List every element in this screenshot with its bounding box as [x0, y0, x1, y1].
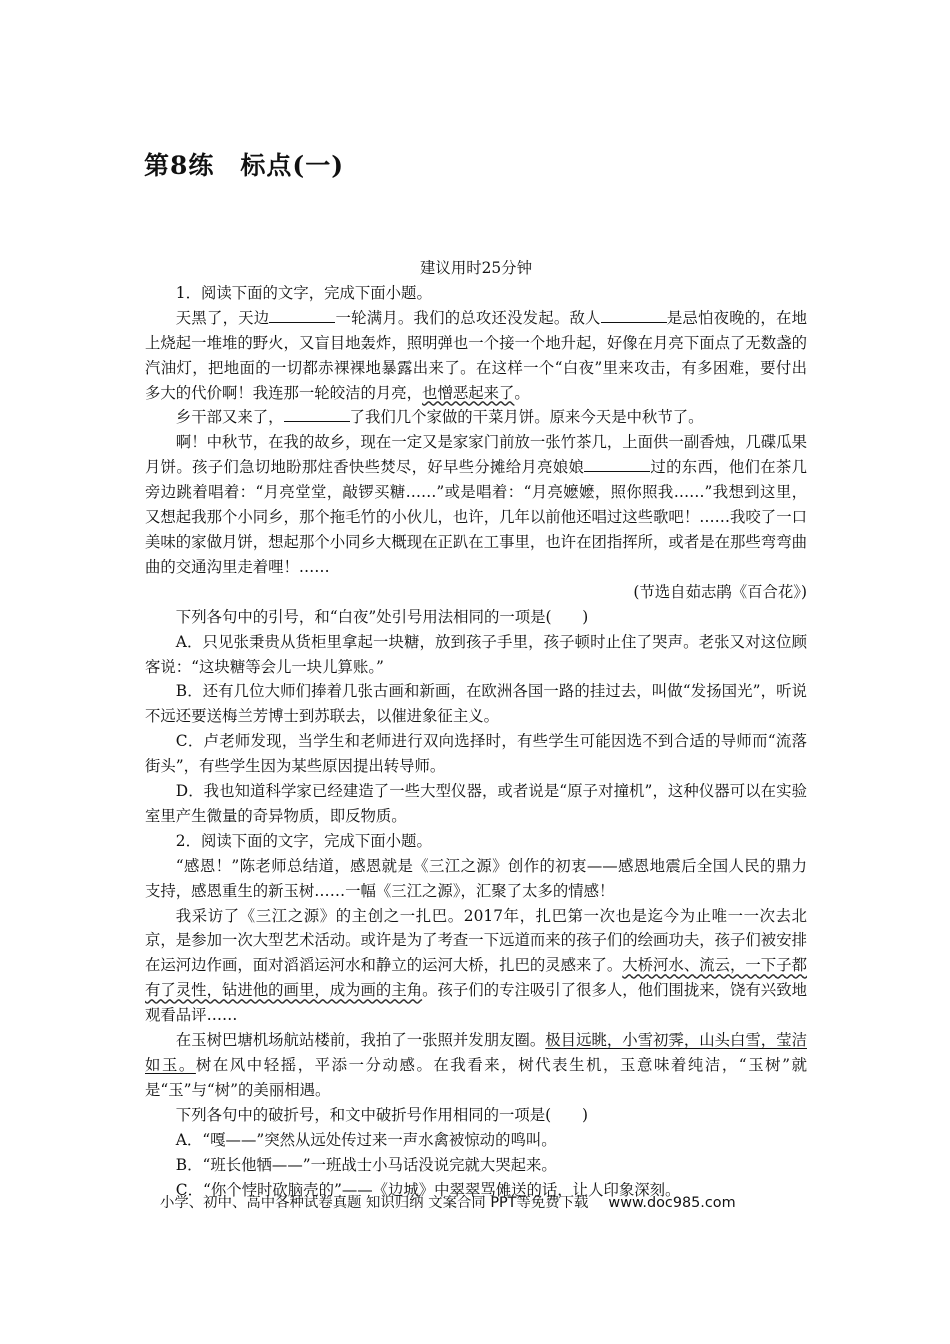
q2-option-b[interactable]: B．“班长他牺——”一班战士小马话没说完就大哭起来。 [175, 1155, 557, 1174]
q1-p1-text-c: 是忌怕夜晚的，在地上烧起一堆堆的野火，又盲目地轰炸，照明弹也一个接一个地升起，好像在月亮下面点了无数盏的汽油灯，把地面的一切都赤裸裸地暴露出来了。在这样一个“白夜”里来攻击，有多困难，要付出多大的代价啊！我连那一轮皎洁的月亮， [145, 308, 807, 402]
page-footer [160, 1191, 800, 1212]
q1-passage-p2 [145, 405, 807, 430]
q2-option-a[interactable]: A．“嘎——”突然从远处传过来一声水禽被惊动的鸣叫。 [175, 1130, 557, 1149]
fill-blank-2[interactable] [601, 307, 667, 323]
q1-p1-text-a: 天黑了，天边 [175, 308, 270, 327]
q1-p1-text-b: 一轮满月。我们的总攻还没发起。敌人 [335, 308, 601, 327]
q2-stem: 2．阅读下面的文字，完成下面小题。 [175, 831, 432, 850]
q1-p1-wavy-text: 也憎恶起来了 [422, 383, 515, 402]
fill-blank-1[interactable] [269, 307, 335, 323]
q1-p3-text-b: 过的东西，他们在茶几旁边跳着唱着：“月亮堂堂，敲锣买糖……”或是唱着：“月亮嬷嬷，照你照我……”我想到这里，又想起我那个小同乡，那个拖毛竹的小伙儿，也许，几年以前他还唱过这些歌吧！……我咬了一口美味的家做月饼，想起那个小同乡大概现在正趴在工事里，也许在团指挥所，或者是在那些弯弯曲曲的交通沟里走着哩！…… [145, 458, 807, 576]
q1-passage-p1 [145, 306, 807, 406]
footer-url[interactable]: www.doc985.com [608, 1195, 736, 1211]
q1-p2-text-b: 了我们几个家做的干菜月饼。原来今天是中秋节了。 [349, 408, 704, 427]
q2-p3-text-b: 树在风中轻摇，平添一分动感。在我看来，树代表生机，玉意味着纯洁，“玉树”就是“玉”与“树”的美丽相遇。 [145, 1056, 807, 1099]
footer-text: 小学、初中、高中各种试卷真题 知识归纳 文案合同 PPT等免费下载 [160, 1195, 589, 1211]
exercise-body [145, 256, 807, 1202]
q1-option-a[interactable]: A．只见张秉贵从货柜里拿起一块糖，放到孩子手里，孩子顿时止住了哭声。老张又对这位顾客说：“这块糖等会儿一块儿算账。” [145, 632, 807, 676]
fill-blank-3[interactable] [284, 406, 350, 422]
q1-question: 下列各句中的引号，和“白夜”处引号用法相同的一项是( ) [175, 607, 589, 626]
q1-p1-end: 。 [514, 383, 530, 402]
q2-p2-wavy-text: 大桥河水、流云，一下子都有了灵性，钻进他的画里，成为画的主角 [145, 956, 807, 1000]
q2-passage-p3 [145, 1028, 807, 1103]
q2-passage-p1: “感恩！”陈老师总结道，感恩就是《三江之源》创作的初衷——感恩地震后全国人民的鼎力支持，感恩重生的新玉树……一幅《三江之源》，汇聚了太多的情感！ [145, 856, 807, 900]
q2-passage-p2 [145, 904, 807, 1029]
q2-question: 下列各句中的破折号，和文中破折号作用相同的一项是( ) [175, 1105, 588, 1124]
q2-p3-text-a: 在玉树巴塘机场航站楼前，我拍了一张照并发朋友圈。 [175, 1031, 546, 1050]
q1-passage-p3 [145, 430, 807, 579]
q1-p3-text-a: 啊！中秋节，在我的故乡，现在一定又是家家门前放一张竹茶几，上面供一副香烛，几碟瓜果月饼。孩子们急切地盼那炷香快些焚尽，好早些分摊给月亮娘娘 [145, 433, 807, 477]
q1-p2-text-a: 乡干部又来了， [175, 408, 284, 427]
q2-p2-text-b: 。孩子们的专注吸引了很多人，他们围拢来，饶有兴致地观看品评…… [145, 981, 807, 1025]
page-title: 第8练 标点(一) [144, 151, 345, 180]
q1-option-c[interactable]: C．卢老师发现，当学生和老师进行双向选择时，有些学生可能因选不到合适的导师而“流落街头”，有些学生因为某些原因提出转导师。 [145, 732, 807, 776]
q2-p2-text-a: 我采访了《三江之源》的主创之一扎巴。2017年，扎巴第一次也是迄今为止唯一一次去北京，是参加一次大型艺术活动。或许是为了考查一下远道而来的孩子们的绘画功夫，孩子们被安排在运河边作画，面对滔滔运河水和静立的运河大桥，扎巴的灵感来了。 [145, 906, 807, 975]
q1-option-b[interactable]: B．还有几位大师们捧着几张古画和新画，在欧洲各国一路的挂过去，叫做“发扬国光”，听说不远还要送梅兰芳博士到苏联去，以催进象征主义。 [145, 682, 807, 726]
fill-blank-4[interactable] [584, 456, 650, 472]
q1-option-d[interactable]: D．我也知道科学家已经建造了一些大型仪器，或者说是“原子对撞机”，这种仪器可以在实验室里产生微量的奇异物质，即反物质。 [145, 782, 807, 825]
q1-source: (节选自茹志鹃《百合花》) [633, 582, 807, 601]
q2-p3-underlined-text: 极目远眺，小雪初霁，山头白雪，莹洁如玉。 [145, 1031, 807, 1074]
time-hint: 建议用时25分钟 [420, 259, 532, 277]
q1-stem: 1．阅读下面的文字，完成下面小题。 [175, 283, 432, 302]
q2-option-c[interactable]: C．“你个悖时砍脑壳的”——《边城》中翠翠骂傩送的话，让人印象深刻。 [175, 1180, 681, 1199]
